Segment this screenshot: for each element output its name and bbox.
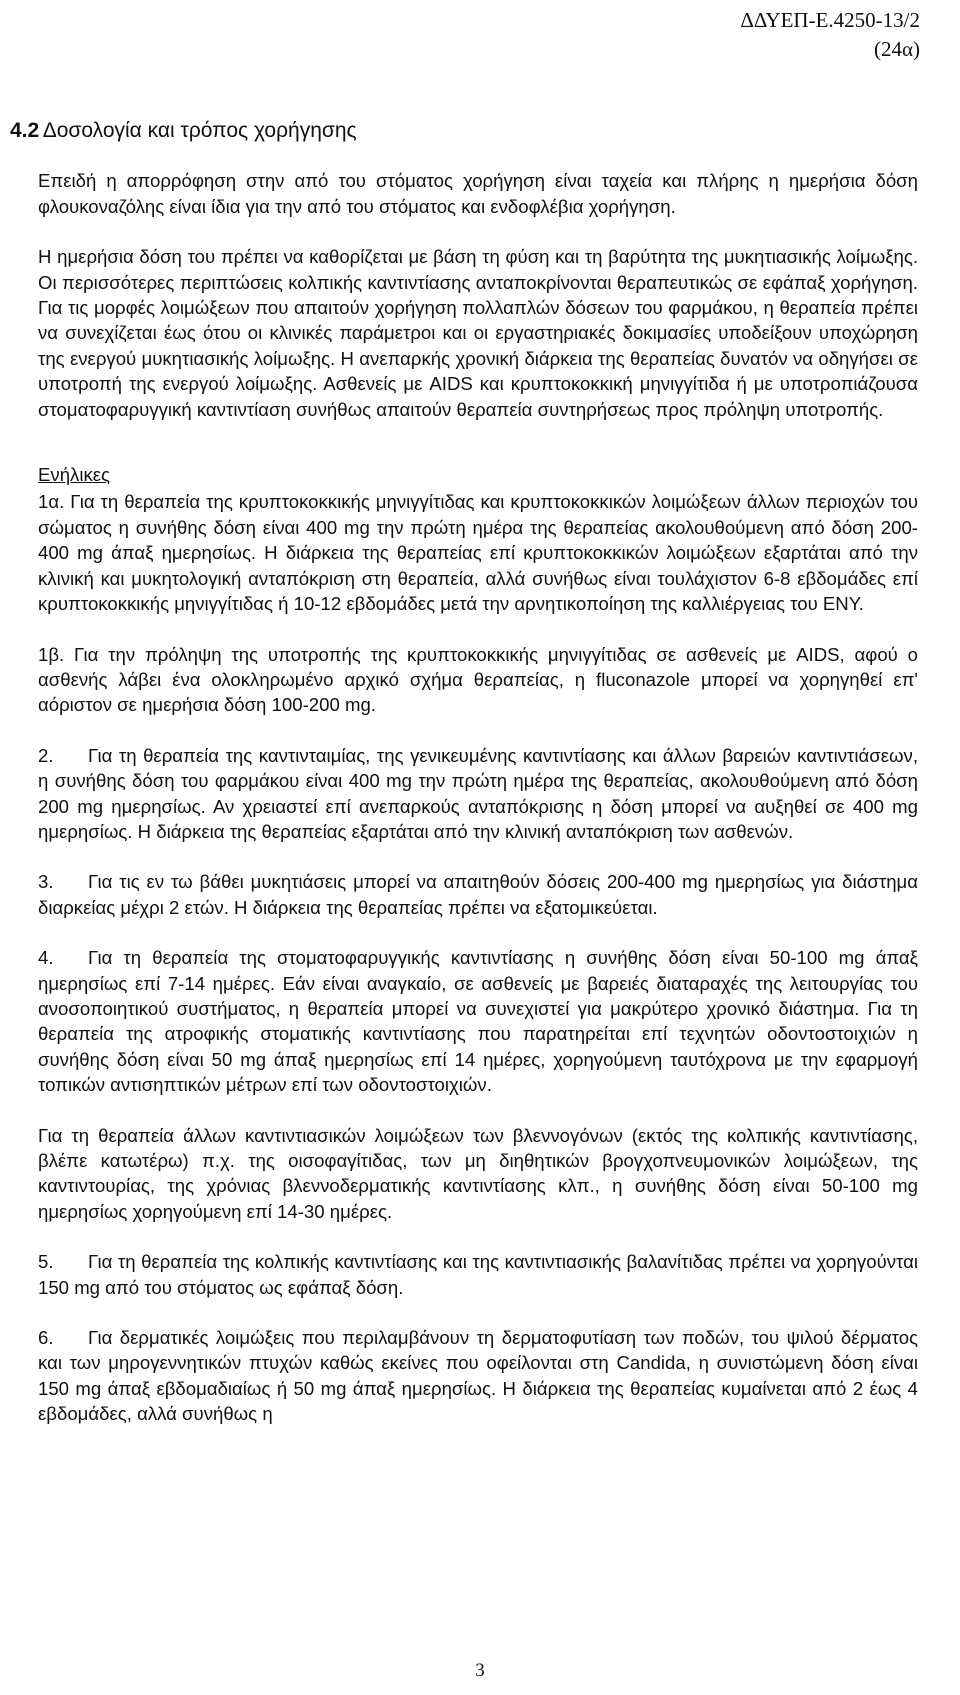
item-1b-label: 1β. — [38, 643, 65, 665]
intro-paragraph-1: Επειδή η απορρόφηση στην από του στόματος χορήγηση είναι ταχεία και πλήρης η ημερήσια δόση φλουκοναζόλης είναι ίδια για την από του στόματος και ενδοφλέβια χορήγηση. — [38, 170, 918, 217]
page-number: 3 — [475, 1660, 485, 1681]
item-4-text: Για τη θεραπεία της στοματοφαρυγγικής καντιντίασης η συνήθης δόση είναι 50-100 mg άπαξ ημερησίως επί 7-14 ημέρες. Εάν είναι αναγκαίο, σε ασθενείς με βαρειές διαταραχές της λειτουργίας του ανοσοποιητικού συστήματος, η θεραπεία μπορεί να συνεχιστεί για μακρύτερο χρονικό διάστημα. Για τη θεραπεία της ατροφικής στοματικής καντιντίασης που παρατηρείται επί τεχνητών οδοντοστοιχιών η συνήθης δόση είναι 50 mg άπαξ ημερησίως επί 14 ημέρες, χορηγούμενη ταυτόχρονα με την εφαρμογή τοπικών αντισηπτικών μέτρων επί των οδοντοστοιχιών. — [38, 947, 918, 1096]
item-6-text: Για δερματικές λοιμώξεις που περιλαμβάνουν τη δερματοφυτίαση των ποδών, του ψιλού δέρματος και των μηρογεννητικών πτυχών καθώς εκείνες που οφείλονται στη Candida, η συνιστώμενη δόση είναι 150 mg άπαξ εβδομαδιαίως ή 50 mg άπαξ ημερησίως. Η διάρκεια της θεραπείας κυμαίνεται από 2 έως 4 εβδομάδες, αλλά συνήθως η — [38, 1327, 918, 1425]
intro-paragraph-2: Η ημερήσια δόση του πρέπει να καθορίζεται με βάση τη φύση και τη βαρύτητα της μυκητιασικής λοίμωξης. Οι περισσότερες περιπτώσεις κολπικής καντιντίασης ανταποκρίνονται θεραπευτικώς σε εφάπαξ χορήγηση. Για τις μορφές λοιμώξεων που απαιτούν χορήγηση πολλαπλών δόσεων του φαρμάκου, η θεραπεία πρέπει να συνεχίζεται έως ότου οι κλινικές παράμετροι και οι εργαστηριακές δοκιμασίες υποδείξουν υποχώρηση της ενεργού μυκητιασικής λοίμωξης. Η ανεπαρκής χρονική διάρκεια της θεραπείας δυνατόν να οδηγήσει σε υποτροπή της ενεργού λοίμωξης. Ασθενείς με AIDS και κρυπτοκοκκική μηνιγγίτιδα ή με υποτροπιάζουσα στοματοφαρυγγική καντιντίαση συνήθως απαιτούν θεραπεία συντηρήσεως προς πρόληψη υποτροπής. — [38, 246, 918, 420]
item-1a-label: 1α. — [38, 491, 65, 513]
section-title: Δοσολογία και τρόπος χορήγησης — [42, 119, 357, 142]
item-3-label: 3. — [38, 871, 54, 893]
item-5-text: Για τη θεραπεία της κολπικής καντιντίασης και της καντιντιασικής βαλανίτιδας πρέπει να χορηγούνται 150 mg από του στόματος ως εφάπαξ δόση. — [38, 1251, 918, 1298]
item-1b-text: Για την πρόληψη της υποτροπής της κρυπτοκοκκικής μηνιγγίτιδας σε ασθενείς με AIDS, αφού ο ασθενής λάβει ένα ολοκληρωμένο αρχικό σχήμα θεραπείας, η fluconazole μπορεί να χορηγηθεί επ' αόριστον σε ημερήσια δόση 100-200 mg. — [38, 643, 918, 716]
document-id: ΔΔΥΕΠ-Ε.4250-13/2 — [740, 8, 920, 32]
document-subid: (24α) — [874, 37, 920, 61]
item-4-label: 4. — [38, 947, 54, 969]
item-6-label: 6. — [38, 1327, 54, 1349]
item-2-text: Για τη θεραπεία της καντινταιμίας, της γενικευμένης καντιντίασης και άλλων βαρειών καντιντιάσεων, η συνήθης δόση του φαρμάκου είναι 400 mg την πρώτη ημέρα της θεραπείας, ακολουθούμενη από δόση 200 mg ημερησίως. Αν χρειαστεί επί ανεπαρκούς ανταπόκρισης η δόση μπορεί να αυξηθεί σε 400 mg ημερησίως. Η διάρκεια της θεραπείας εξαρτάται από την κλινική ανταπόκριση των ασθενών. — [38, 744, 918, 842]
item-1a — [38, 489, 918, 616]
item-4 — [38, 945, 918, 1097]
section-heading — [10, 118, 918, 143]
item-3-text: Για τις εν τω βάθει μυκητιάσεις μπορεί να απαιτηθούν δόσεις 200-400 mg ημερησίως για διάστημα διαρκείας μέχρι 2 ετών. Η διάρκεια της θεραπείας πρέπει να εξατομικεύεται. — [38, 871, 918, 918]
item-4-continuation: Για τη θεραπεία άλλων καντιντιασικών λοιμώξεων των βλεννογόνων (εκτός της κολπικής καντιντίασης, βλέπε κατωτέρω) π.χ. της οισοφαγίτιδας, των μη διηθητικών βρογχοπνευμονικών λοιμώξεων, της καντιντουρίας, της χρόνιας βλεννοδερματικής καντιντίασης κλπ., η συνήθης δόση είναι 50-100 mg ημερησίως χορηγούμενη επί 14-30 ημέρες. — [38, 1124, 918, 1222]
item-6 — [38, 1325, 918, 1427]
section-number: 4.2 — [10, 119, 40, 142]
item-2-label: 2. — [38, 744, 54, 766]
item-1b — [38, 642, 918, 718]
item-3 — [38, 869, 918, 920]
document-body — [10, 118, 918, 1427]
item-2 — [38, 743, 918, 845]
item-5 — [38, 1249, 918, 1300]
document-reference — [740, 6, 920, 64]
adults-subheading: Ενήλικες — [38, 464, 111, 486]
item-5-label: 5. — [38, 1251, 54, 1273]
item-1a-text: Για τη θεραπεία της κρυπτοκοκκικής μηνιγγίτιδας και κρυπτοκοκκικών λοιμώξεων άλλων περιοχών του σώματος η συνήθης δόση είναι 400 mg την πρώτη ημέρα της θεραπείας ακολουθούμενη από δόση 200-400 mg άπαξ ημερησίως. Η διάρκεια της θεραπείας επί κρυπτοκοκκικών λοιμώξεων εξαρτάται από την κλινική και μυκητολογική ανταπόκριση στη θεραπεία, αλλά συνήθως είναι τουλάχιστον 6-8 εβδομάδες επί κρυπτοκοκκικής μηνιγγίτιδας ή 10-12 εβδομάδες μετά την αρνητικοποίηση της καλλιέργειας του ΕΝΥ. — [38, 491, 918, 615]
